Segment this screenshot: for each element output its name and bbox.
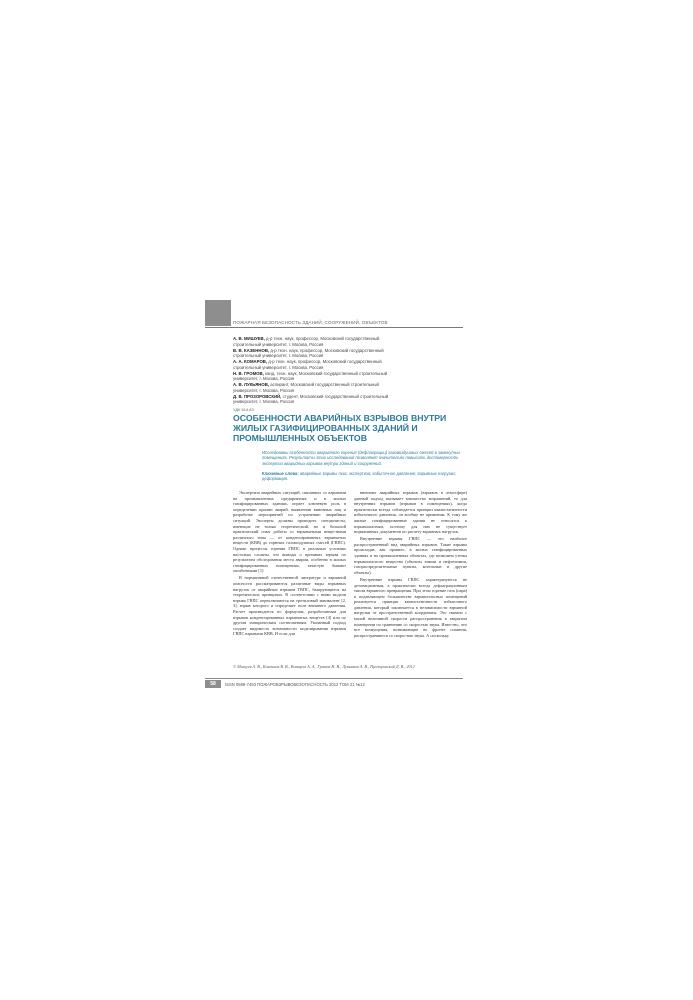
body-column-right	[354, 490, 467, 640]
udc-code: УДК 614.83	[233, 407, 254, 412]
footer-divider	[205, 678, 463, 679]
author-affiliation: канд. техн. наук, Московский государственный строительный университет, г. Москва, Россия	[233, 370, 388, 382]
keywords-text: аварийные взрывы газа; экспертиза; избыточное давление; взрывные нагрузки; деформация.	[262, 471, 456, 482]
header-divider	[205, 327, 463, 328]
author-name: А. А. КОМАРОВ,	[233, 359, 268, 365]
body-column-left	[233, 490, 346, 638]
author-entry	[233, 336, 403, 347]
author-name: Н. В. ГРОМОВ,	[233, 370, 264, 376]
author-entry	[233, 359, 403, 370]
authors-list	[233, 336, 403, 406]
keywords	[262, 471, 464, 482]
author-affiliation: д-р техн. наук, профессор, Московский государственный строительный университет, г. Москва, Россия	[233, 347, 384, 359]
body-paragraph: Внутренние взрывы ГВПС — это наиболее распространенный вид аварийных взрывов. Такие взрывы происходят, как правило, в жилых газифицированных зданиях и на промышленных объектах, где возможна утечка взрывоопасного вещества (объекты химии и нефтехимии, газораспределительные пункты, котельные и другие объекты).	[354, 536, 467, 575]
body-paragraph: Экспертиза аварийных ситуаций, связанных со взрывами на промышленных предприятиях и в жилых газифицированных зданиях, играет ключевую роль в определении причин аварий, выявлении виновных лиц и разработке мероприятий по устранению аварийных ситуаций. Эксперты должны проводить специалисты, имеющие не только теоретический, но и большой практический опыт работы со взрывчатыми веществами различного типа — от конденсированных взрывчатых веществ (КВВ) до горючих газовоздушных смесей (ГВПС). Однако процессы горения ГВПС в реальных условиях настолько сложны, что выводы о причинах взрыва по результатам обследования места аварии, особенно в жилых газифицированных помещениях, зачастую бывают ошибочными [1].	[233, 490, 346, 574]
author-entry	[233, 394, 403, 405]
section-rubric: ПОЖАРНАЯ БЕЗОПАСНОСТЬ ЗДАНИЙ, СООРУЖЕНИЙ, ОБЪЕКТОВ	[233, 320, 388, 325]
keywords-label: Ключевые слова:	[262, 471, 299, 476]
author-name: Д. В. ПРОЗОРОВСКИЙ,	[233, 393, 282, 399]
copyright-note: © Мишуев А. В., Казеннов В. В., Комаров А. А., Громов Н. В., Лукьянов А. В., Прозоровский Д. В., 2012	[233, 664, 415, 669]
abstract: Исследованы особенности аварийного горения (дефлаграции) газовоздушных смесей в замкнутых помещениях. Результаты этих исследований позволяют значительно повысить достоверность экспертиз аварийных взрывов внутри зданий и сооружений.	[262, 450, 461, 466]
author-affiliation: аспирант, Московский государственный строительный университет, г. Москва, Россия	[233, 382, 379, 393]
body-paragraph: Внутренние взрывы ГВПС характеризуются не детонационным, а практически всегда дефлаграционным типом взрывного превращения. При этом горение газа (пара) в подавляющем большинстве взрывоопасных помещений реализуется принцип квазистатичности избыточного давления, который заключается в независимости взрывной нагрузки от пространственной координаты. Это связано с малой величиной скорости распространения в закрытом помещении по сравнению со скоростью звука. Известно, что все возмущения, возникающие во фронте пламени, распространяются со скоростью звука. А поскольку	[354, 576, 467, 638]
page-number: 58	[205, 680, 221, 688]
author-entry	[233, 348, 403, 359]
author-entry	[233, 371, 403, 382]
author-name: В. В. КАЗЕННОВ,	[233, 347, 270, 353]
section-marker	[205, 300, 231, 326]
author-affiliation: студент, Московский государственный строительный университет, г. Москва, Россия	[233, 393, 389, 405]
body-paragraph: внешних аварийных взрывов (взрывов в атмосфере) данный подход вызывает множество возражений, то для внутренних взрывов (взрывов в помещениях), когда практически всегда соблюдается принцип квазистатичности избыточного давления, он вообще не применим. К тому же жилые газифицированные здания не относятся к взрывоопасным, поэтому для них не существует нормативных документов по расчету взрывных нагрузок.	[354, 490, 467, 535]
author-affiliation: д-р техн. наук, профессор, Московский государственный строительный университет, г. Москва, Россия	[233, 336, 380, 347]
author-entry	[233, 382, 403, 393]
body-paragraph: В нормативной отечественной литературе и взрывной опасности рассматриваются различные виды взрывных нагрузок от аварийных взрывов ГВПС, базирующиеся на теоретических принципах. В соответствии с ними модели взрыва ГВПС переключаются на тротиловый эквивалент [2, 3], взрыв которого и определяет поле внешнего давления. Расчет производится по формулам, разработанным для взрывов конденсированных взрывчатых веществ [4] или по другим эмпирическим соотношениям. Указанный подход создает видимость возможности моделирования взрывов ГВПС взрывами КВВ. И если для	[233, 575, 346, 637]
journal-info: ISSN 0869-7493 ПОЖАРОВЗРЫВОБЕЗОПАСНОСТЬ 2012 ТОМ 21 №12	[225, 681, 365, 687]
author-name: А. В. МИШУЕВ,	[233, 336, 265, 341]
author-name: А. В. ЛУКЬЯНОВ,	[233, 382, 270, 388]
author-affiliation: д-р техн. наук, профессор, Московский государственный строительный университет, г. Москва, Россия	[233, 359, 382, 370]
article-title: ОСОБЕННОСТИ АВАРИЙНЫХ ВЗРЫВОВ ВНУТРИ ЖИЛЫХ ГАЗИФИЦИРОВАННЫХ ЗДАНИЙ И ПРОМЫШЛЕННЫХ ОБЪЕКТОВ	[233, 413, 447, 443]
